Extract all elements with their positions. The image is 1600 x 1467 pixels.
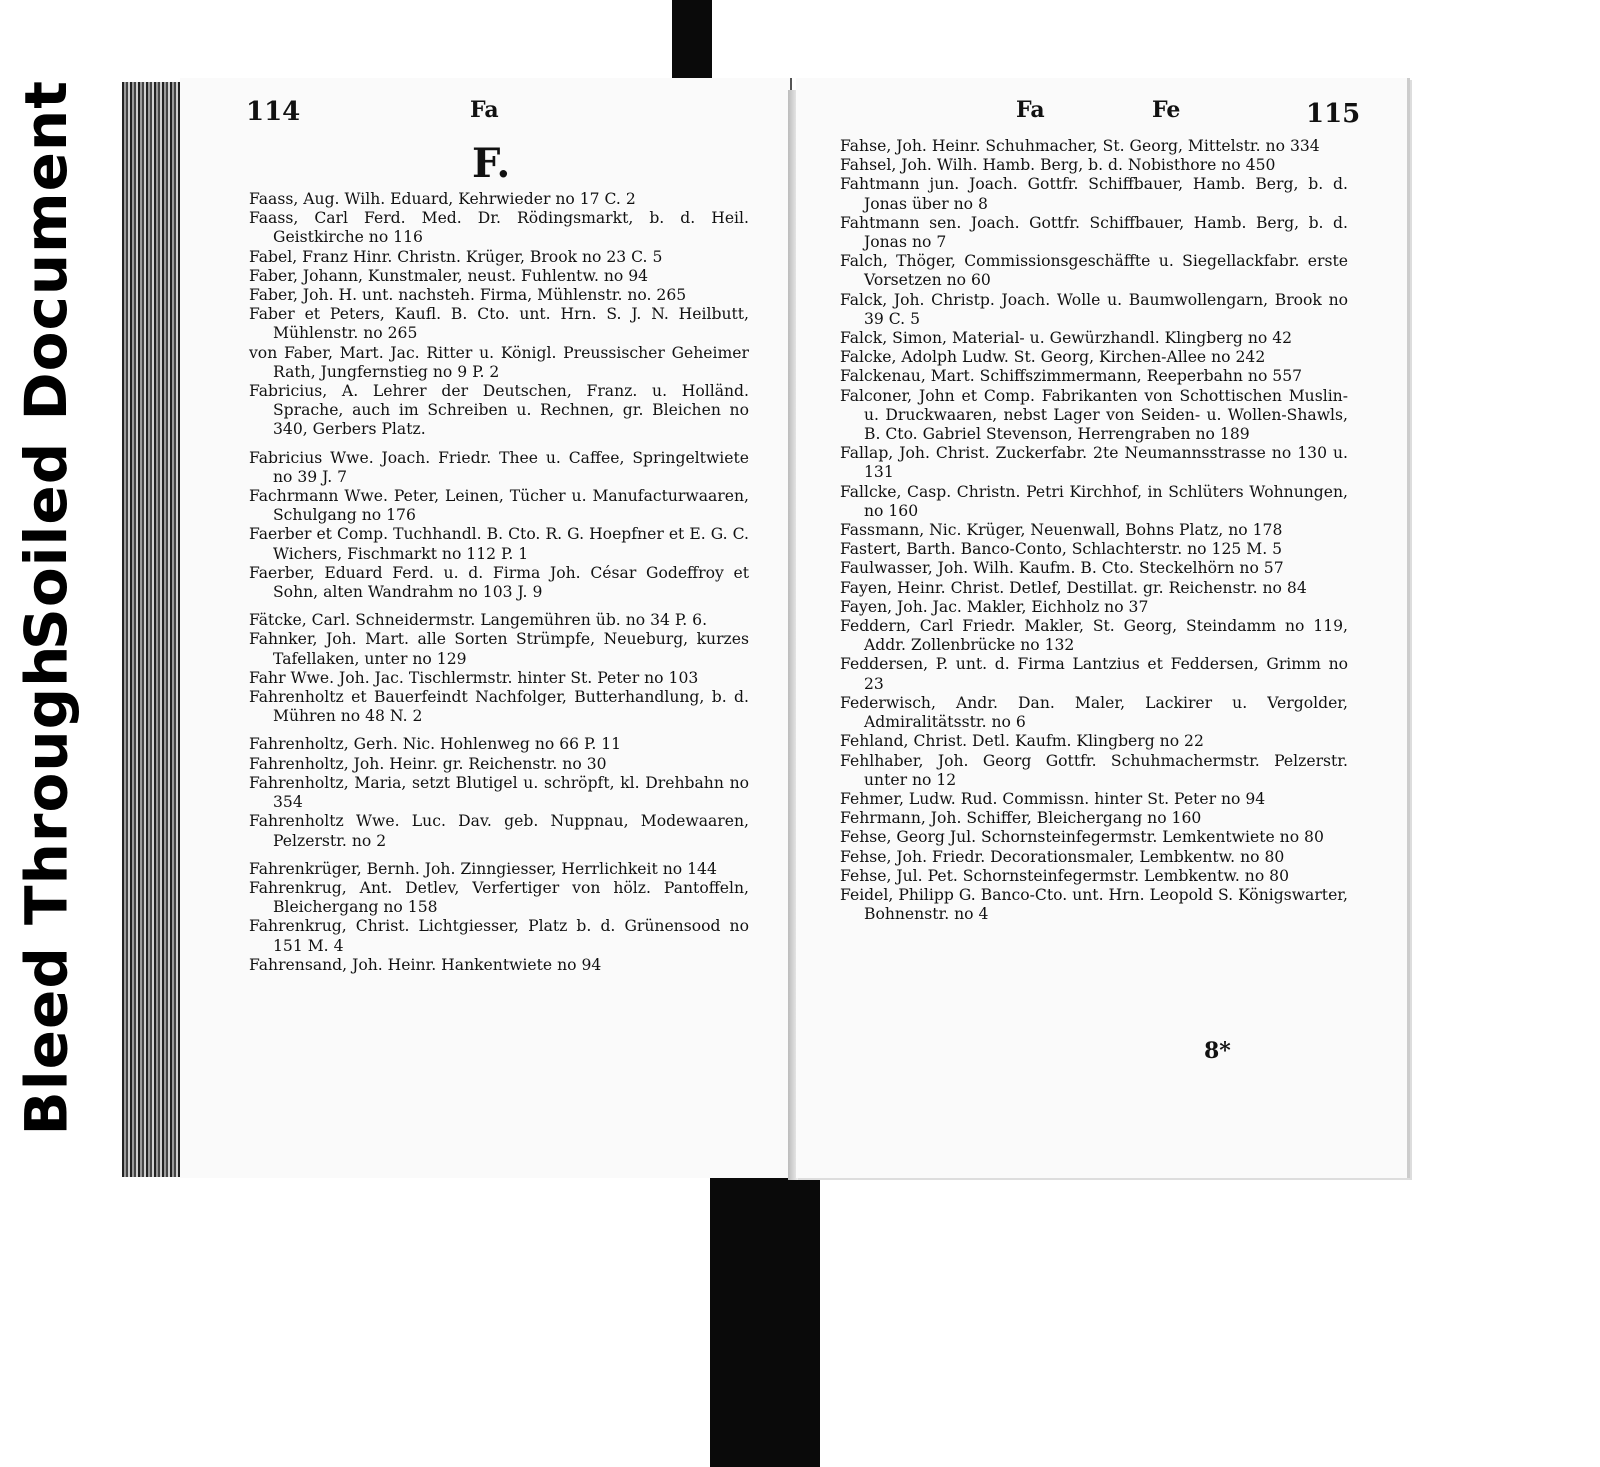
right-page-number: 115 bbox=[1306, 99, 1361, 129]
directory-entry: Fahrenholtz, Maria, setzt Blutigel u. schröpft, kl. Drehbahn no 354 bbox=[249, 773, 749, 812]
directory-entry: Faber, Joh. H. unt. nachsteh. Firma, Mühlenstr. no. 265 bbox=[249, 286, 687, 305]
directory-entry: Fahrenholtz, Joh. Heinr. gr. Reichenstr. no 30 bbox=[249, 754, 607, 773]
soiled-document-label: Soiled Document bbox=[12, 80, 81, 650]
page-edges bbox=[122, 82, 182, 1177]
directory-entry: Faber, Johann, Kunstmaler, neust. Fuhlentw. no 94 bbox=[249, 266, 649, 285]
bottom-binding-strip bbox=[710, 1176, 820, 1467]
directory-entry: Fehse, Joh. Friedr. Decorationsmaler, Lembkentw. no 80 bbox=[840, 847, 1285, 866]
left-running-head: Fa bbox=[470, 97, 499, 123]
directory-entry: Fahrenkrüger, Bernh. Joh. Zinngiesser, Herrlichkeit no 144 bbox=[249, 859, 717, 878]
directory-entry: Fahrenkrug, Ant. Detlev, Verfertiger von hölz. Pantoffeln, Bleichergang no 158 bbox=[249, 878, 749, 917]
directory-entry: Fehse, Georg Jul. Schornsteinfegermstr. Lemkentwiete no 80 bbox=[840, 828, 1324, 847]
top-binding-strip bbox=[672, 0, 712, 90]
right-running-head-right: Fe bbox=[1152, 97, 1181, 123]
directory-entry: Falconer, John et Comp. Fabrikanten von Schottischen Muslin- u. Druckwaaren, nebst Lager von Seiden- u. Wollen-Shawls, B. Cto. Gabriel Stevenson, Herrengraben no 189 bbox=[840, 386, 1348, 444]
directory-entry: Fahtmann sen. Joach. Gottfr. Schiffbauer, Hamb. Berg, b. d. Jonas no 7 bbox=[840, 213, 1348, 252]
directory-entry: Fallcke, Casp. Christn. Petri Kirchhof, in Schlüters Wohnungen, no 160 bbox=[840, 482, 1348, 520]
signature-mark: 8* bbox=[1204, 1038, 1231, 1064]
left-entries-list bbox=[249, 190, 749, 975]
directory-entry: Fassmann, Nic. Krüger, Neuenwall, Bohns Platz, no 178 bbox=[840, 521, 1283, 540]
directory-entry: Faass, Carl Ferd. Med. Dr. Rödingsmarkt, b. d. Heil. Geistkirche no 116 bbox=[249, 209, 749, 247]
directory-entry: Fachrmann Wwe. Peter, Leinen, Tücher u. Manufacturwaaren, Schulgang no 176 bbox=[249, 487, 749, 525]
directory-entry: Fahtmann jun. Joach. Gottfr. Schiffbauer, Hamb. Berg, b. d. Jonas über no 8 bbox=[840, 175, 1348, 213]
directory-entry: Falcke, Adolph Ludw. St. Georg, Kirchen-Allee no 242 bbox=[840, 348, 1266, 367]
directory-entry: Fabricius, A. Lehrer der Deutschen, Franz. u. Holländ. Sprache, auch im Schreiben u. Rechnen, gr. Bleichen no 340, Gerbers Platz. bbox=[249, 382, 749, 439]
directory-entry: Fabricius Wwe. Joach. Friedr. Thee u. Caffee, Springeltwiete no 39 J. 7 bbox=[249, 448, 749, 486]
bleed-through-label: Bleed Through bbox=[12, 644, 81, 1136]
directory-entry: Feddern, Carl Friedr. Makler, St. Georg, Steindamm no 119, Addr. Zollenbrücke no 132 bbox=[840, 617, 1348, 655]
directory-entry: Fehse, Jul. Pet. Schornsteinfegermstr. Lembkentw. no 80 bbox=[840, 866, 1290, 885]
directory-entry: Fätcke, Carl. Schneidermstr. Langemühren üb. no 34 P. 6. bbox=[249, 611, 708, 630]
directory-entry: Falckenau, Mart. Schiffszimmermann, Reeperbahn no 557 bbox=[840, 367, 1303, 386]
directory-entry: Fastert, Barth. Banco-Conto, Schlachterstr. no 125 M. 5 bbox=[840, 540, 1283, 559]
directory-entry: Fehland, Christ. Detl. Kaufm. Klingberg no 22 bbox=[840, 732, 1204, 751]
directory-entry: Fahr Wwe. Joh. Jac. Tischlermstr. hinter St. Peter no 103 bbox=[249, 668, 699, 687]
directory-entry: Faerber, Eduard Ferd. u. d. Firma Joh. César Godeffroy et Sohn, alten Wandrahm no 103 J. 9 bbox=[249, 563, 749, 602]
directory-entry: Feddersen, P. unt. d. Firma Lantzius et Feddersen, Grimm no 23 bbox=[840, 655, 1348, 693]
directory-entry: Fabel, Franz Hinr. Christn. Krüger, Brook no 23 C. 5 bbox=[249, 247, 663, 266]
directory-entry: Fahse, Joh. Heinr. Schuhmacher, St. Georg, Mittelstr. no 334 bbox=[840, 137, 1320, 155]
directory-entry: Fayen, Heinr. Christ. Detlef, Destillat. gr. Reichenstr. no 84 bbox=[840, 578, 1307, 597]
directory-entry: Faber et Peters, Kaufl. B. Cto. unt. Hrn. S. J. N. Heilbutt, Mühlenstr. no 265 bbox=[249, 305, 749, 343]
directory-entry: Feidel, Philipp G. Banco-Cto. unt. Hrn. Leopold S. Königswarter, Bohnenstr. no 4 bbox=[840, 885, 1348, 924]
directory-entry: Fahrenholtz Wwe. Luc. Dav. geb. Nuppnau, Modewaaren, Pelzerstr. no 2 bbox=[249, 812, 749, 850]
directory-entry: Federwisch, Andr. Dan. Maler, Lackirer u. Vergolder, Admiralitätsstr. no 6 bbox=[840, 693, 1348, 732]
directory-entry: Fahrensand, Joh. Heinr. Hankentwiete no 94 bbox=[249, 955, 602, 974]
directory-entry: Fahrenholtz et Bauerfeindt Nachfolger, Butterhandlung, b. d. Mühren no 48 N. 2 bbox=[249, 688, 749, 726]
directory-entry: Fahsel, Joh. Wilh. Hamb. Berg, b. d. Nobisthore no 450 bbox=[840, 156, 1276, 175]
directory-entry: Fehlhaber, Joh. Georg Gottfr. Schuhmachermstr. Pelzerstr. unter no 12 bbox=[840, 751, 1348, 789]
directory-entry: Fehmer, Ludw. Rud. Commissn. hinter St. Peter no 94 bbox=[840, 789, 1266, 808]
directory-entry: von Faber, Mart. Jac. Ritter u. Königl. Preussischer Geheimer Rath, Jungfernstieg no 9 P. 2 bbox=[249, 343, 749, 381]
directory-entry: Fahrenkrug, Christ. Lichtgiesser, Platz b. d. Grünensood no 151 M. 4 bbox=[249, 917, 749, 955]
directory-entry: Fehrmann, Joh. Schiffer, Bleichergang no 160 bbox=[840, 809, 1202, 828]
directory-entry: Falck, Joh. Christp. Joach. Wolle u. Baumwollengarn, Brook no 39 C. 5 bbox=[840, 290, 1348, 328]
directory-entry: Falch, Thöger, Commissionsgeschäffte u. Siegellackfabr. erste Vorsetzen no 60 bbox=[840, 252, 1348, 290]
directory-entry: Faulwasser, Joh. Wilh. Kaufm. B. Cto. Steckelhörn no 57 bbox=[840, 559, 1284, 578]
section-letter: F. bbox=[472, 140, 511, 187]
right-entries-list bbox=[840, 137, 1348, 924]
directory-entry: Fahrenholtz, Gerh. Nic. Hohlenweg no 66 P. 11 bbox=[249, 735, 622, 754]
directory-entry: Fayen, Joh. Jac. Makler, Eichholz no 37 bbox=[840, 597, 1149, 616]
directory-entry: Faass, Aug. Wilh. Eduard, Kehrwieder no 17 C. 2 bbox=[249, 190, 636, 208]
directory-entry: Falck, Simon, Material- u. Gewürzhandl. Klingberg no 42 bbox=[840, 329, 1293, 348]
left-page-number: 114 bbox=[246, 97, 301, 127]
directory-entry: Fallap, Joh. Christ. Zuckerfabr. 2te Neumannsstrasse no 130 u. 131 bbox=[840, 444, 1348, 482]
right-running-head-left: Fa bbox=[1016, 97, 1045, 123]
directory-entry: Faerber et Comp. Tuchhandl. B. Cto. R. G. Hoepfner et E. G. C. Wichers, Fischmarkt no 112 P. 1 bbox=[249, 525, 749, 563]
directory-entry: Fahnker, Joh. Mart. alle Sorten Strümpfe, Neueburg, kurzes Tafellaken, unter no 129 bbox=[249, 630, 749, 668]
